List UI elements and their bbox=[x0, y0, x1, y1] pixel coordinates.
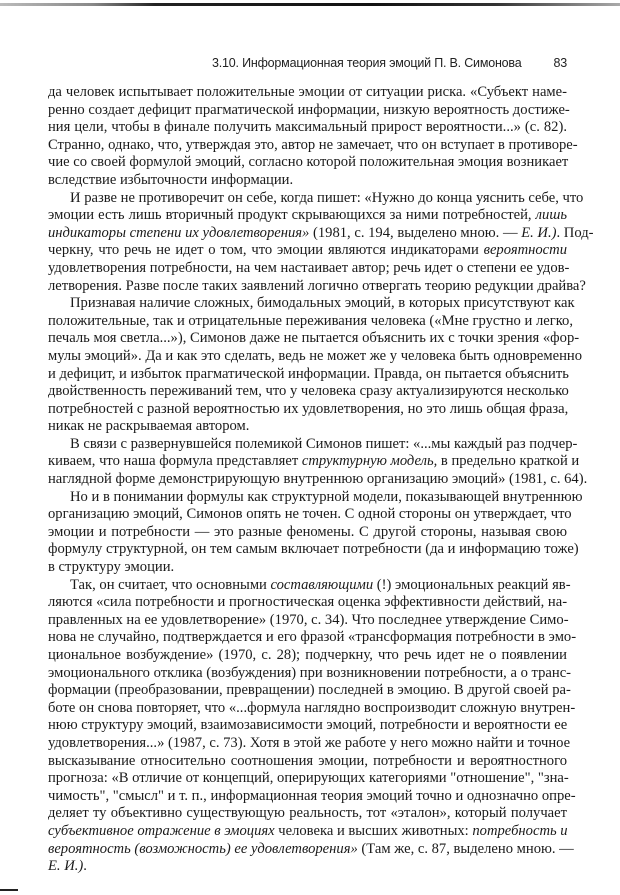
paragraph bbox=[48, 435, 588, 489]
text-line bbox=[48, 383, 567, 401]
text-line bbox=[48, 453, 580, 471]
italic-segment: потребность и bbox=[472, 822, 568, 839]
paragraph bbox=[48, 84, 578, 190]
paragraph bbox=[48, 189, 594, 296]
text-line bbox=[48, 629, 577, 647]
italic-segment: Е. И.) bbox=[48, 858, 84, 875]
text-segment: вследствие избыточности информации. bbox=[48, 171, 294, 188]
italic-segment: вероятность (возможность) ее удовлетворения» bbox=[48, 840, 358, 857]
text-segment: Странно, однако, что, утверждая это, автор не замечает, что он вступает в противоре- bbox=[48, 136, 578, 153]
text-line bbox=[48, 664, 572, 683]
text-segment: да человек испытывает положительные эмоции от ситуации риска. «Субъект наме- bbox=[48, 84, 567, 100]
text-segment: летворения. Разве после таких заявлений логично отвергать теорию редукции драйва? bbox=[48, 277, 586, 294]
italic-segment: вероятности bbox=[483, 242, 567, 259]
text-line bbox=[48, 576, 571, 595]
text-line bbox=[48, 347, 582, 366]
text-segment: В связи с развернувшейся полемикой Симонов пишет: «...мы каждый раз подчер- bbox=[70, 435, 578, 452]
text-line bbox=[48, 840, 574, 859]
top-border-rule bbox=[0, 3, 620, 6]
text-line bbox=[48, 753, 567, 771]
text-segment: правленных на ее удовлетворение» (1970, с. 34). Что последнее утверждение Симо- bbox=[48, 611, 569, 628]
text-line bbox=[48, 401, 567, 419]
text-segment: киваем, что наша формула представляет bbox=[48, 453, 302, 470]
text-line bbox=[48, 189, 584, 208]
text-segment: никак не раскрываемая автором. bbox=[48, 418, 250, 435]
text-segment: эмоции и потребности — это разные феномены. С другой стороны, называя свою bbox=[48, 523, 567, 540]
italic-segment: индикаторы степени их удовлетворения» bbox=[48, 224, 310, 241]
text-segment: Но и в понимании формулы как структурной модели, показывающей внутреннюю bbox=[70, 488, 583, 505]
text-segment: положительные, так и отрицательные переживания человека («Мне грустно и легко, bbox=[48, 312, 573, 329]
text-segment: удовлетворения...» (1987, с. 73). Хотя в этой же работе у него можно найти и точное bbox=[48, 734, 571, 751]
text-line bbox=[48, 312, 573, 331]
bottom-edge-mark bbox=[0, 889, 18, 891]
text-line bbox=[48, 524, 567, 542]
text-segment: Признавая наличие сложных, бимодальных эмоций, в которых присутствуют как bbox=[70, 295, 575, 312]
text-line bbox=[48, 84, 567, 102]
italic-segment: структурную модель, bbox=[301, 453, 438, 470]
text-line bbox=[48, 242, 567, 260]
paragraph bbox=[48, 576, 577, 876]
text-segment: циональное возбуждение» (1970, с. 28); подчеркну, что речь идет не о появлении bbox=[48, 647, 567, 663]
text-segment: черкну, что речь не идет о том, что эмоции являются индикаторами bbox=[48, 242, 484, 259]
italic-segment: субъективное отражение в эмоциях bbox=[48, 822, 275, 839]
text-segment: мулы эмоций». Да и как это сделать, ведь не может же у человека быть одновременно bbox=[48, 347, 582, 364]
text-line bbox=[48, 594, 567, 612]
text-line bbox=[48, 647, 567, 665]
running-header bbox=[0, 56, 567, 70]
italic-segment: лишь bbox=[535, 207, 567, 224]
text-segment: эмоционального отклика (возбуждения) при возникновении потребности, а о транс- bbox=[48, 664, 572, 681]
text-segment: ния цели, чтобы в финале получить максимальный прирост вероятности...» (с. 82). bbox=[48, 119, 567, 136]
italic-segment: составляющими bbox=[270, 576, 374, 593]
text-segment: удовлетворения потребности, на чем настаивает автор; речь идет о степени ее удов- bbox=[48, 259, 570, 276]
text-segment: в предельно краткой и bbox=[437, 453, 580, 470]
text-line bbox=[48, 101, 570, 120]
paragraph bbox=[48, 488, 583, 577]
text-line bbox=[48, 418, 567, 436]
text-line bbox=[48, 559, 567, 577]
text-line bbox=[48, 805, 567, 823]
text-segment: (Там же, с. 87, выделено мною. — bbox=[357, 840, 574, 857]
section-title: 3.10. Информационная теория эмоций П. В. Симонова bbox=[212, 56, 522, 70]
text-line bbox=[48, 717, 567, 735]
text-line bbox=[48, 699, 576, 718]
body-text bbox=[48, 84, 594, 876]
text-line bbox=[48, 823, 567, 841]
italic-segment: Е. И.) bbox=[521, 224, 557, 241]
text-line bbox=[48, 612, 567, 630]
text-segment: (!) эмоциональных реакций яв- bbox=[373, 576, 571, 593]
text-line bbox=[48, 435, 578, 454]
text-segment: и дефицит, и избыток прагматической информации. Правда, он пытается объяснить bbox=[48, 365, 569, 382]
text-line bbox=[48, 787, 576, 806]
text-segment: ренно создает дефицит прагматической информации, низкую вероятность достиже- bbox=[48, 101, 570, 118]
text-segment: эмоции есть лишь вторичный продукт скрывающихся за ними потребностей, bbox=[48, 207, 536, 224]
text-segment: нова не случайно, подтверждается и его фразой «трансформация потребности в эмо- bbox=[48, 629, 577, 646]
text-segment: И разве не противоречит он себе, когда пишет: «Нужно до конца уяснить себе, что bbox=[70, 189, 584, 206]
text-segment: организацию эмоций, Симонов опять не точен. С одной стороны он утверждает, что bbox=[48, 506, 572, 523]
text-segment: . Под- bbox=[556, 224, 594, 241]
text-segment: высказывание относительно соотношения эмоции, потребности и вероятностного bbox=[48, 752, 567, 769]
text-segment: наглядной форме демонстрирующую внутреннюю организацию эмоций» (1981, с. 64). bbox=[48, 471, 588, 488]
text-segment: ляются «сила потребности и прогностическая оценка эффективности действий, на- bbox=[48, 594, 568, 611]
text-line bbox=[48, 770, 567, 788]
text-segment: (1981, с. 194, выделено мною. — bbox=[309, 224, 522, 241]
text-line bbox=[48, 488, 583, 507]
text-segment: в структуру эмоции. bbox=[48, 559, 175, 576]
text-line bbox=[48, 682, 571, 700]
text-line bbox=[48, 541, 579, 559]
text-line bbox=[48, 506, 572, 524]
text-line bbox=[48, 119, 567, 137]
text-segment: печаль моя светла...»), Симонов даже не пытается объяснить их с точки зрения «фор- bbox=[48, 330, 580, 347]
text-line bbox=[48, 366, 567, 384]
text-segment: . bbox=[83, 858, 87, 875]
text-line bbox=[48, 330, 580, 348]
text-line bbox=[48, 207, 567, 225]
text-segment: человека и высших животных: bbox=[274, 822, 473, 839]
text-segment: формации (преобразовании, превращении) последней в эмоцию. В другой своей ра- bbox=[48, 682, 571, 699]
text-segment: нюю структуру эмоций, взаимозависимости эмоций, потребности и вероятности ее bbox=[48, 717, 568, 734]
text-line bbox=[48, 471, 588, 489]
text-segment: двойственность переживаний тем, что у человека сразу актуализируются несколько bbox=[48, 383, 569, 400]
text-line bbox=[48, 224, 594, 243]
text-line bbox=[48, 295, 575, 313]
paragraph bbox=[48, 295, 582, 436]
text-line bbox=[48, 154, 567, 172]
text-segment: деляет ту объективно существующую реальность, тот «эталон», который получает bbox=[48, 805, 567, 822]
text-segment: чимость", "смысл" и т. п., информационная теория эмоций точно и однозначно опре- bbox=[48, 787, 576, 804]
text-segment: формулу структурной, он тем самым включает потребности (да и информацию тоже) bbox=[48, 541, 579, 558]
text-segment: Так, он считает, что основными bbox=[70, 576, 271, 593]
text-line bbox=[48, 858, 567, 876]
text-segment: чие со своей формулой эмоций, согласно которой положительная эмоция возникает bbox=[48, 154, 569, 171]
text-segment: потребностей с разной вероятностью их удовлетворения, но это лишь общая фраза, bbox=[48, 400, 569, 417]
text-line bbox=[48, 734, 571, 753]
text-line bbox=[48, 136, 578, 155]
text-segment: прогноза: «В отличие от концепций, оперирующих категориями "отношение", "зна- bbox=[48, 770, 569, 787]
text-line bbox=[48, 172, 567, 190]
text-line bbox=[48, 277, 586, 296]
page-number: 83 bbox=[553, 56, 567, 70]
text-segment: боте он снова повторяет, что «...формула наглядно воспроизводит сложную внутрен- bbox=[48, 699, 576, 716]
text-line bbox=[48, 259, 570, 278]
